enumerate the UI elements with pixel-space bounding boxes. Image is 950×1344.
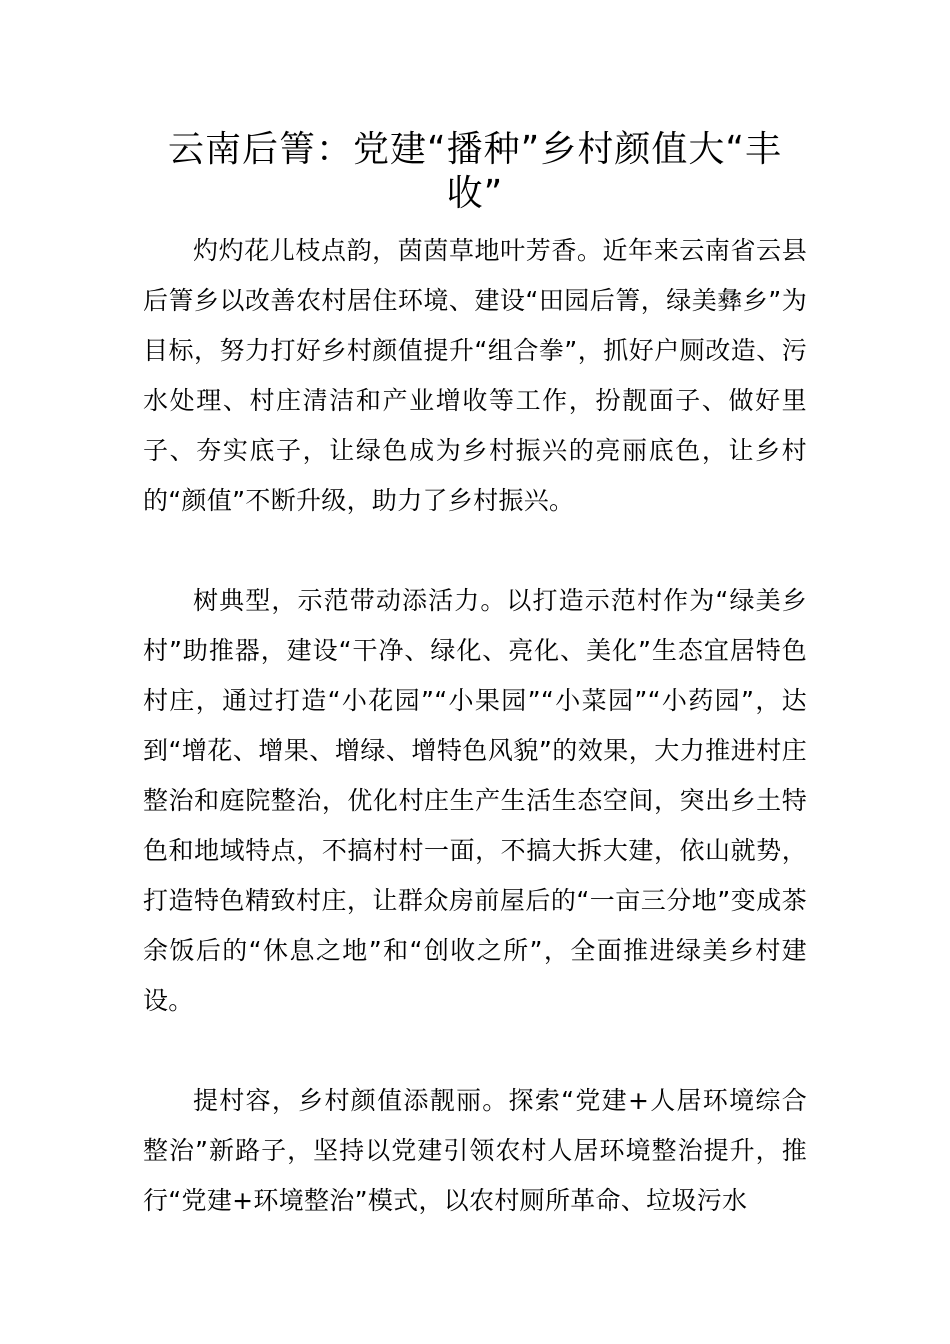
document-body xyxy=(143,226,807,1226)
paragraph-intro: 灼灼花儿枝点韵，茵茵草地叶芳香。近年来云南省云县后箐乡以改善农村居住环境、建设“田园后箐，绿美彝乡”为目标，努力打好乡村颜值提升“组合拳”，抓好户厕改造、污水处理、村庄清洁和产业增收等工作，扮靓面子、做好里子、夯实底子，让绿色成为乡村振兴的亮丽底色，让乡村的“颜值”不断升级，助力了乡村振兴。 xyxy=(143,236,807,515)
paragraph-demonstration: 树典型，示范带动添活力。以打造示范村作为“绿美乡村”助推器，建设“干净、绿化、亮化、美化”生态宜居特色村庄，通过打造“小花园”“小果园”“小菜园”“小药园”，达到“增花、增果、增绿、增特色风貌”的效果，大力推进村庄整治和庭院整治，优化村庄生产生活生态空间，突出乡土特色和地域特点，不搞村村一面，不搞大拆大建，依山就势，打造特色精致村庄，让群众房前屋后的“一亩三分地”变成茶余饭后的“休息之地”和“创收之所”，全面推进绿美乡村建设。 xyxy=(143,586,807,1015)
paragraph-village-appearance: 提村容，乡村颜值添靓丽。探索“党建+人居环境综合整治”新路子，坚持以党建引领农村人居环境整治提升，推行“党建+环境整治”模式，以农村厕所革命、垃圾污水 xyxy=(143,1086,807,1215)
document-title: 云南后箐：党建“播种”乡村颜值大“丰收” xyxy=(168,129,782,214)
